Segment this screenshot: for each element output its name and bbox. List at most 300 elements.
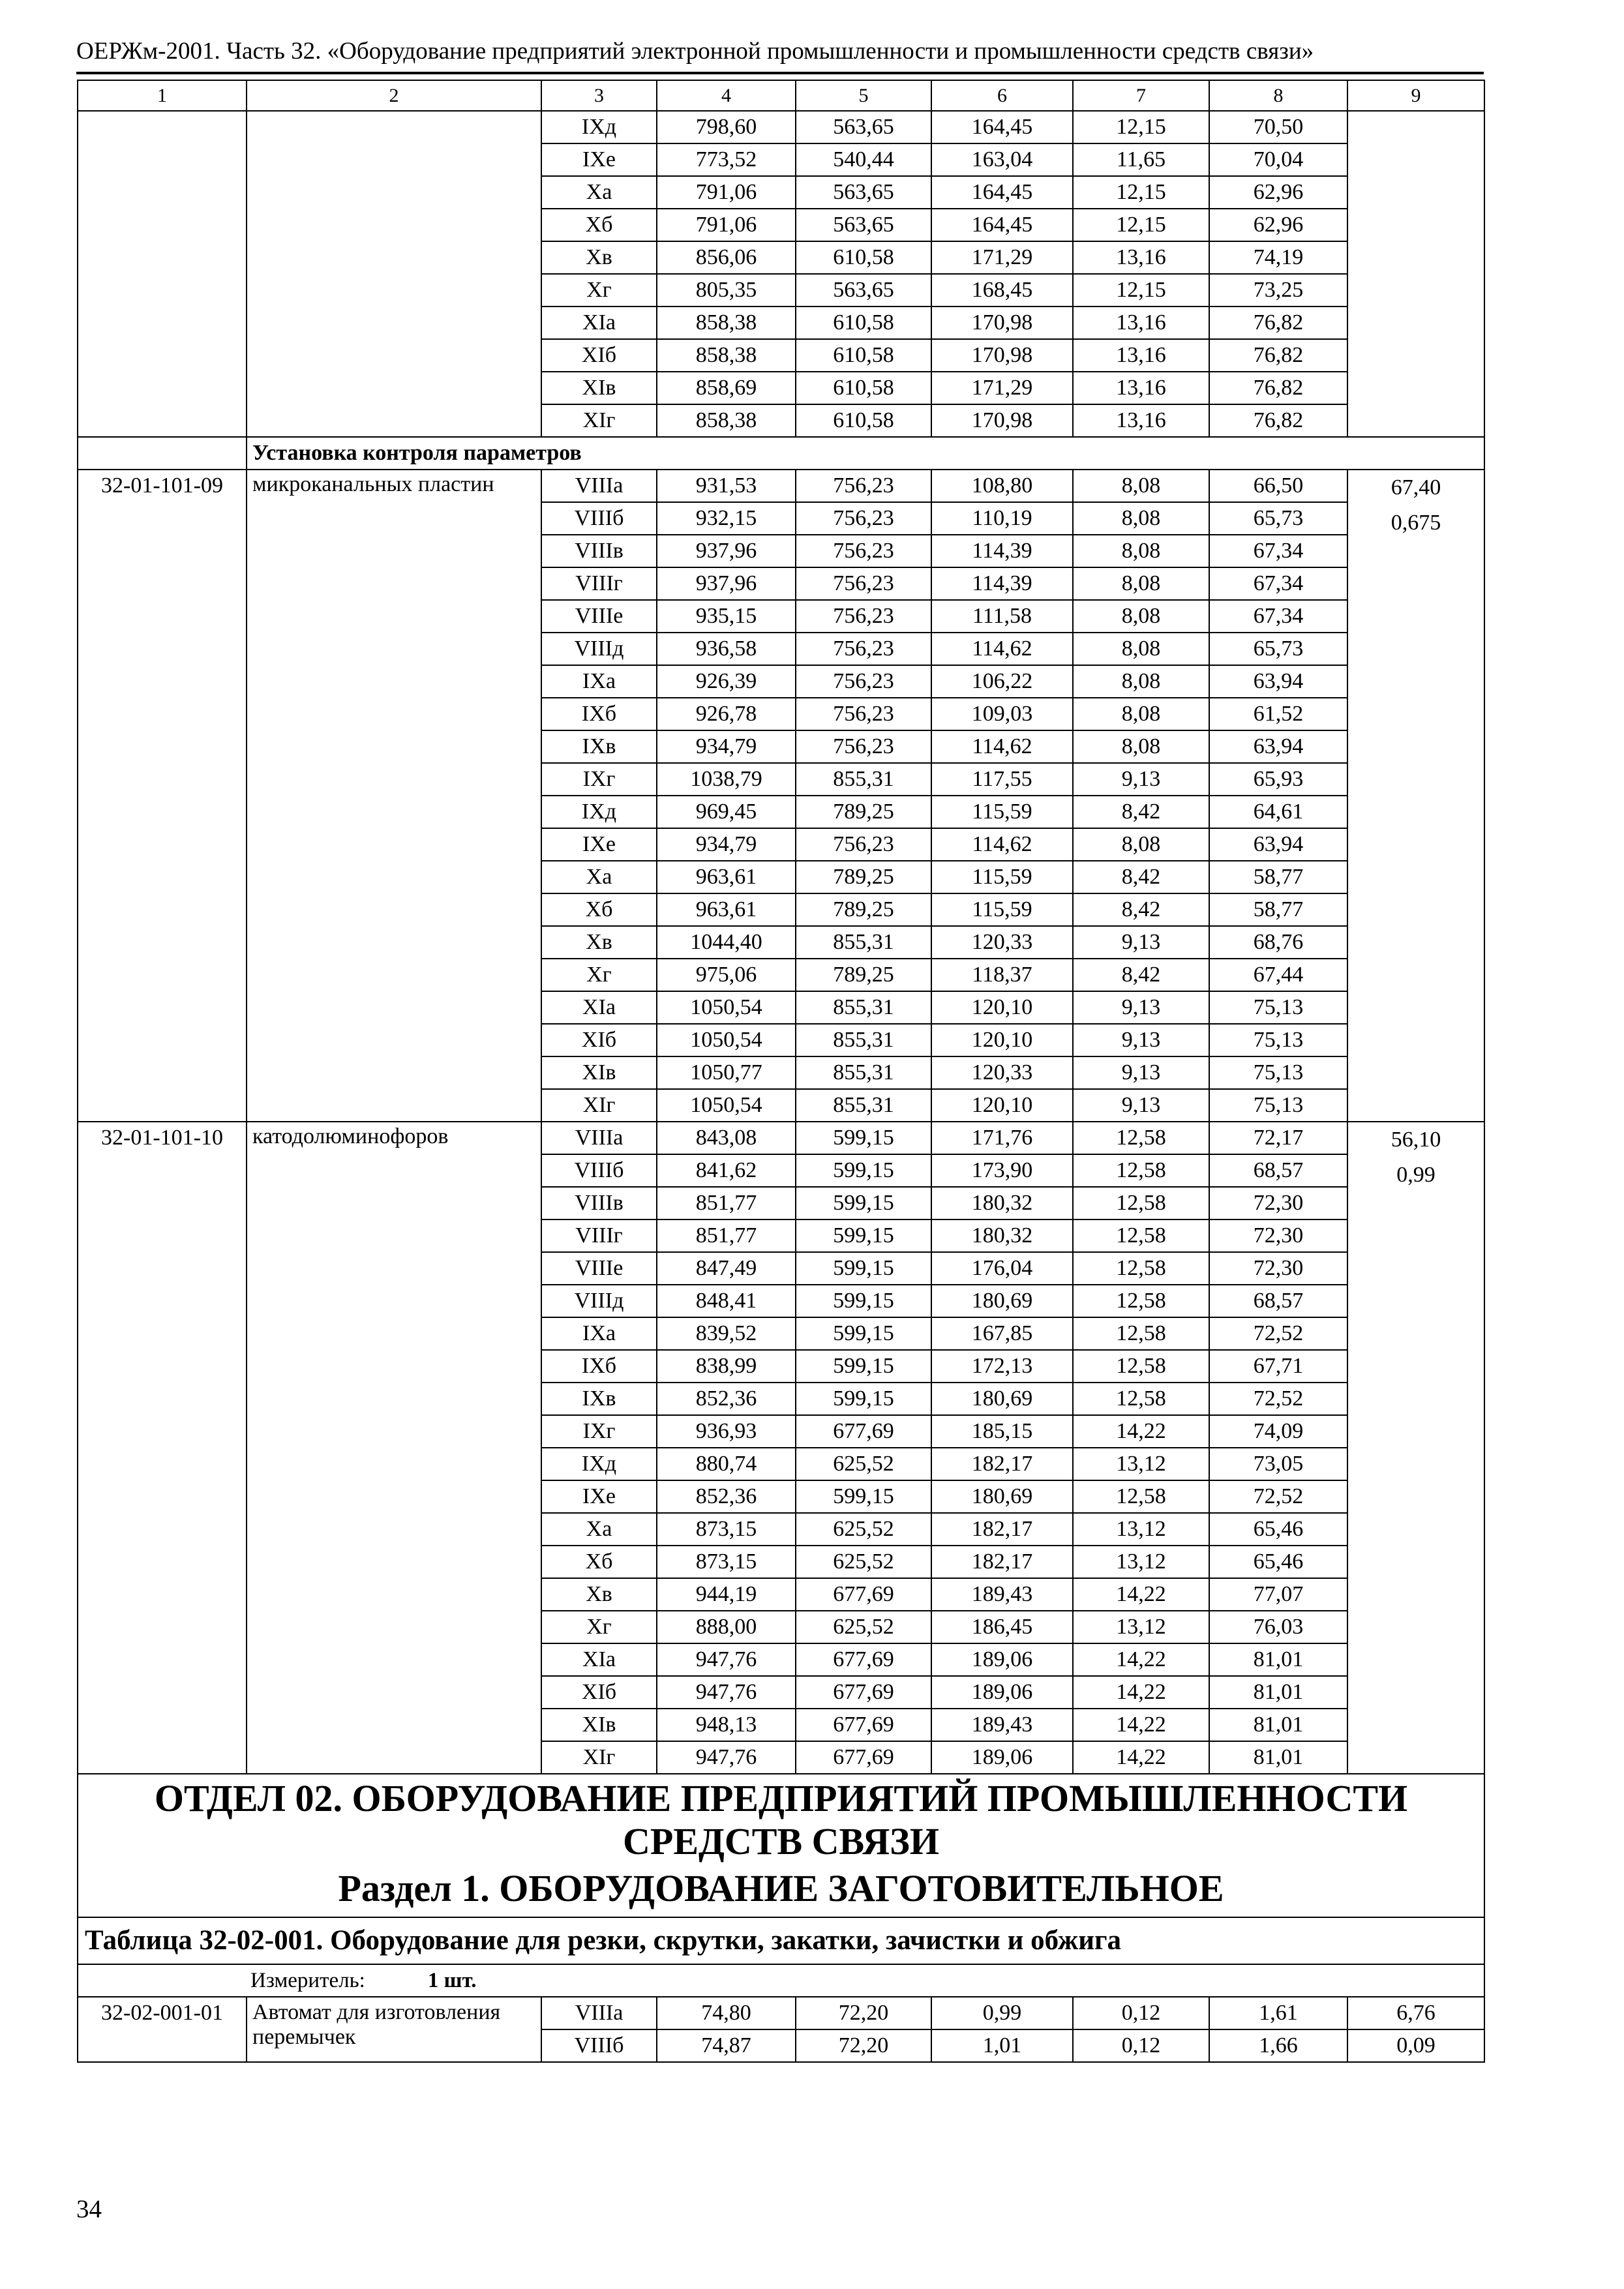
value-cell: IXе [541, 1480, 657, 1513]
value-cell: 13,12 [1073, 1546, 1209, 1578]
name-cell: катодолюминофоров [247, 1122, 541, 1774]
value-cell: 65,46 [1209, 1513, 1347, 1546]
value-cell: 947,76 [657, 1741, 796, 1774]
value-cell: XIв [541, 372, 657, 404]
value-cell: IXд [541, 796, 657, 828]
value-cell: 12,15 [1073, 176, 1209, 209]
value-cell: 12,58 [1073, 1122, 1209, 1154]
value-cell: 8,08 [1073, 633, 1209, 665]
section-title-line: СРЕДСТВ СВЯЗИ [623, 1820, 939, 1863]
value-cell: 168,45 [931, 274, 1073, 307]
value-cell: 72,30 [1209, 1219, 1347, 1252]
name-cell: Автомат для изготовления перемычек [247, 1997, 541, 2062]
value-cell: 74,80 [657, 1997, 796, 2029]
value-cell: Xг [541, 1611, 657, 1643]
table-title-row [78, 1917, 1484, 1964]
value-cell: 75,13 [1209, 1024, 1347, 1056]
value-cell: 756,23 [796, 828, 931, 861]
value-cell: 164,45 [931, 209, 1073, 241]
section-heading-row [78, 1774, 1484, 1917]
value-cell: Xв [541, 926, 657, 959]
value-cell: 173,90 [931, 1154, 1073, 1187]
rates-table [77, 80, 1485, 2063]
column-number: 9 [1347, 80, 1484, 111]
value-cell: XIв [541, 1056, 657, 1089]
value-cell: 76,82 [1209, 307, 1347, 339]
value-cell: 120,10 [931, 1024, 1073, 1056]
value-cell: IXг [541, 1415, 657, 1448]
value-cell: 931,53 [657, 470, 796, 502]
value-cell: 934,79 [657, 730, 796, 763]
value-cell: 0,12 [1073, 1997, 1209, 2029]
value-cell: XIг [541, 1741, 657, 1774]
value-cell: 115,59 [931, 861, 1073, 893]
code-cell: 32-02-001-01 [78, 1997, 247, 2062]
value-cell: 610,58 [796, 372, 931, 404]
value-cell: 12,58 [1073, 1350, 1209, 1383]
value-cell: 68,57 [1209, 1154, 1347, 1187]
value-cell: 182,17 [931, 1448, 1073, 1480]
value-cell: 12,15 [1073, 111, 1209, 143]
subheading-row [78, 437, 1484, 470]
value-cell: 76,03 [1209, 1611, 1347, 1643]
measure-cell [78, 1964, 1484, 1997]
name-cell [247, 111, 541, 437]
value-cell: 171,29 [931, 372, 1073, 404]
value-cell: 798,60 [657, 111, 796, 143]
value-cell: 14,22 [1073, 1709, 1209, 1741]
value-cell: 120,10 [931, 1089, 1073, 1122]
value-cell: 65,46 [1209, 1546, 1347, 1578]
value-cell: XIб [541, 1024, 657, 1056]
table-title: Таблица 32-02-001. Оборудование для резки, скрутки, закатки, зачистки и обжига [78, 1917, 1484, 1964]
col9-value: 0,99 [1396, 1162, 1436, 1187]
value-cell: 109,03 [931, 698, 1073, 730]
value-cell: 67,34 [1209, 535, 1347, 567]
value-cell: 185,15 [931, 1415, 1073, 1448]
value-cell: 114,39 [931, 535, 1073, 567]
value-cell: 858,38 [657, 404, 796, 437]
value-cell: 8,08 [1073, 535, 1209, 567]
value-cell: 677,69 [796, 1676, 931, 1709]
value-cell: 72,20 [796, 2029, 931, 2062]
value-cell: 926,78 [657, 698, 796, 730]
value-cell: VIIIе [541, 600, 657, 633]
value-cell: 8,08 [1073, 730, 1209, 763]
section-heading [78, 1774, 1484, 1917]
value-cell: Xг [541, 959, 657, 991]
value-cell: XIб [541, 339, 657, 372]
value-cell: 856,06 [657, 241, 796, 274]
value-cell: 1038,79 [657, 763, 796, 796]
value-cell: 118,37 [931, 959, 1073, 991]
value-cell: 11,65 [1073, 143, 1209, 176]
value-cell: 13,16 [1073, 372, 1209, 404]
value-cell: 172,13 [931, 1350, 1073, 1383]
value-cell: 72,52 [1209, 1317, 1347, 1350]
value-cell: 563,65 [796, 209, 931, 241]
value-cell: 756,23 [796, 600, 931, 633]
value-cell: 963,61 [657, 893, 796, 926]
value-cell: 72,52 [1209, 1383, 1347, 1415]
value-cell: 12,58 [1073, 1252, 1209, 1285]
value-cell: 75,13 [1209, 1056, 1347, 1089]
value-cell: 164,45 [931, 111, 1073, 143]
value-cell: Xа [541, 176, 657, 209]
column-number: 5 [796, 80, 931, 111]
value-cell: 117,55 [931, 763, 1073, 796]
value-cell: 610,58 [796, 307, 931, 339]
column-number: 7 [1073, 80, 1209, 111]
value-cell: 13,16 [1073, 241, 1209, 274]
value-cell: 186,45 [931, 1611, 1073, 1643]
value-cell: 73,05 [1209, 1448, 1347, 1480]
value-cell: 975,06 [657, 959, 796, 991]
value-cell: 13,16 [1073, 307, 1209, 339]
column-number: 4 [657, 80, 796, 111]
value-cell: 12,58 [1073, 1317, 1209, 1350]
value-cell: 9,13 [1073, 1056, 1209, 1089]
value-cell: IXб [541, 1350, 657, 1383]
running-header: ОЕРЖм-2001. Часть 32. «Оборудование предприятий электронной промышленности и промышленности средств связи» [76, 38, 1314, 65]
value-cell: IXе [541, 143, 657, 176]
value-cell: 789,25 [796, 893, 931, 926]
value-cell: 76,82 [1209, 372, 1347, 404]
value-cell: 67,44 [1209, 959, 1347, 991]
value-cell: VIIIг [541, 567, 657, 600]
value-cell: 677,69 [796, 1643, 931, 1676]
value-cell: 8,08 [1073, 600, 1209, 633]
value-cell: Xа [541, 1513, 657, 1546]
value-cell: XIг [541, 404, 657, 437]
value-cell: 13,16 [1073, 404, 1209, 437]
value-cell: IXв [541, 730, 657, 763]
value-cell: 67,34 [1209, 600, 1347, 633]
value-cell: 610,58 [796, 339, 931, 372]
value-cell: VIIIе [541, 1252, 657, 1285]
value-cell: 599,15 [796, 1350, 931, 1383]
page-number: 34 [76, 2195, 102, 2223]
value-cell: 120,33 [931, 926, 1073, 959]
value-cell: 171,76 [931, 1122, 1073, 1154]
value-cell: 75,13 [1209, 1089, 1347, 1122]
value-cell: 937,96 [657, 567, 796, 600]
value-cell: 12,15 [1073, 274, 1209, 307]
value-cell: 756,23 [796, 535, 931, 567]
col9-cell [1347, 1122, 1484, 1774]
value-cell: 926,39 [657, 665, 796, 698]
value-cell: 841,62 [657, 1154, 796, 1187]
value-cell: VIIIв [541, 535, 657, 567]
value-cell: XIв [541, 1709, 657, 1741]
value-cell: IXе [541, 828, 657, 861]
column-number: 2 [247, 80, 541, 111]
value-cell: 73,25 [1209, 274, 1347, 307]
value-cell: 76,82 [1209, 339, 1347, 372]
value-cell: 1050,54 [657, 1089, 796, 1122]
value-cell: 65,73 [1209, 633, 1347, 665]
value-cell: 848,41 [657, 1285, 796, 1317]
value-cell: Xб [541, 209, 657, 241]
value-cell: 937,96 [657, 535, 796, 567]
value-cell: 969,45 [657, 796, 796, 828]
column-number-row [78, 80, 1484, 111]
value-cell: 610,58 [796, 404, 931, 437]
value-cell: 880,74 [657, 1448, 796, 1480]
value-cell: 67,71 [1209, 1350, 1347, 1383]
value-cell: 8,42 [1073, 796, 1209, 828]
value-cell: Xг [541, 274, 657, 307]
measure-row [78, 1964, 1484, 1997]
value-cell: 756,23 [796, 502, 931, 535]
section-subtitle: Раздел 1. ОБОРУДОВАНИЕ ЗАГОТОВИТЕЛЬНОЕ [338, 1867, 1224, 1909]
value-cell: 58,77 [1209, 861, 1347, 893]
value-cell: 12,58 [1073, 1480, 1209, 1513]
value-cell: 8,08 [1073, 470, 1209, 502]
value-cell: 9,13 [1073, 991, 1209, 1024]
value-cell: 180,69 [931, 1480, 1073, 1513]
value-cell: 855,31 [796, 1089, 931, 1122]
code-cell [78, 111, 247, 437]
value-cell: 1,66 [1209, 2029, 1347, 2062]
value-cell: 81,01 [1209, 1709, 1347, 1741]
value-cell: 13,12 [1073, 1448, 1209, 1480]
value-cell: 599,15 [796, 1383, 931, 1415]
value-cell: 599,15 [796, 1219, 931, 1252]
value-cell: 176,04 [931, 1252, 1073, 1285]
value-cell: 12,58 [1073, 1154, 1209, 1187]
name-cell: микроканальных пластин [247, 470, 541, 1122]
value-cell: 170,98 [931, 339, 1073, 372]
value-cell: 182,17 [931, 1513, 1073, 1546]
value-cell: 12,58 [1073, 1219, 1209, 1252]
value-cell: 947,76 [657, 1676, 796, 1709]
value-cell: 189,06 [931, 1741, 1073, 1774]
value-cell: 843,08 [657, 1122, 796, 1154]
value-cell: 72,20 [796, 1997, 931, 2029]
value-cell: 936,58 [657, 633, 796, 665]
value-cell: Xв [541, 241, 657, 274]
value-cell: 756,23 [796, 633, 931, 665]
col9-value: 67,40 [1391, 475, 1441, 500]
value-cell: 72,17 [1209, 1122, 1347, 1154]
value-cell: 540,44 [796, 143, 931, 176]
value-cell: 791,06 [657, 176, 796, 209]
value-cell: 114,39 [931, 567, 1073, 600]
value-cell: IXд [541, 1448, 657, 1480]
value-cell: 76,82 [1209, 404, 1347, 437]
value-cell: 67,34 [1209, 567, 1347, 600]
value-cell: 164,45 [931, 176, 1073, 209]
subheading: Установка контроля параметров [247, 437, 1484, 470]
value-cell: 170,98 [931, 404, 1073, 437]
value-cell: 855,31 [796, 763, 931, 796]
table-row [78, 111, 1484, 143]
value-cell: 873,15 [657, 1546, 796, 1578]
value-cell: 935,15 [657, 600, 796, 633]
value-cell: 14,22 [1073, 1676, 1209, 1709]
value-cell: 852,36 [657, 1480, 796, 1513]
value-cell: 563,65 [796, 111, 931, 143]
value-cell: 8,08 [1073, 567, 1209, 600]
value-cell: 855,31 [796, 991, 931, 1024]
value-cell: 68,76 [1209, 926, 1347, 959]
value-cell: VIIIд [541, 633, 657, 665]
value-cell: 858,38 [657, 307, 796, 339]
value-cell: VIIIб [541, 2029, 657, 2062]
value-cell: 791,06 [657, 209, 796, 241]
value-cell: 677,69 [796, 1741, 931, 1774]
column-number: 6 [931, 80, 1073, 111]
value-cell: 180,69 [931, 1383, 1073, 1415]
value-cell: 77,07 [1209, 1578, 1347, 1611]
value-cell: Xб [541, 893, 657, 926]
code-cell: 32-01-101-09 [78, 470, 247, 1122]
value-cell: 68,57 [1209, 1285, 1347, 1317]
value-cell: 625,52 [796, 1448, 931, 1480]
value-cell: Xв [541, 1578, 657, 1611]
value-cell: VIIIа [541, 1997, 657, 2029]
value-cell: 932,15 [657, 502, 796, 535]
value-cell: 855,31 [796, 1056, 931, 1089]
value-cell: 75,13 [1209, 991, 1347, 1024]
value-cell: IXа [541, 1317, 657, 1350]
value-cell: 599,15 [796, 1285, 931, 1317]
code-cell: 32-01-101-10 [78, 1122, 247, 1774]
value-cell: 12,58 [1073, 1383, 1209, 1415]
code-cell [78, 437, 247, 470]
value-cell: 1050,54 [657, 991, 796, 1024]
table-row [78, 1122, 1484, 1154]
value-cell: 625,52 [796, 1611, 931, 1643]
value-cell: 180,32 [931, 1187, 1073, 1219]
value-cell: 789,25 [796, 796, 931, 828]
value-cell: 599,15 [796, 1154, 931, 1187]
value-cell: 1050,77 [657, 1056, 796, 1089]
value-cell: 12,58 [1073, 1187, 1209, 1219]
value-cell: 110,19 [931, 502, 1073, 535]
value-cell: 944,19 [657, 1578, 796, 1611]
value-cell: VIIIб [541, 1154, 657, 1187]
value-cell: 677,69 [796, 1709, 931, 1741]
value-cell: 63,94 [1209, 828, 1347, 861]
value-cell: 12,15 [1073, 209, 1209, 241]
value-cell: 115,59 [931, 893, 1073, 926]
value-cell: 1044,40 [657, 926, 796, 959]
value-cell: 8,08 [1073, 665, 1209, 698]
value-cell: 12,58 [1073, 1285, 1209, 1317]
column-number: 1 [78, 80, 247, 111]
value-cell: 948,13 [657, 1709, 796, 1741]
value-cell: 115,59 [931, 796, 1073, 828]
value-cell: IXв [541, 1383, 657, 1415]
value-cell: 61,52 [1209, 698, 1347, 730]
value-cell: 14,22 [1073, 1741, 1209, 1774]
value-cell: 62,96 [1209, 176, 1347, 209]
value-cell: 1,61 [1209, 1997, 1347, 2029]
value-cell: 64,61 [1209, 796, 1347, 828]
value-cell: 625,52 [796, 1513, 931, 1546]
value-cell: 599,15 [796, 1317, 931, 1350]
value-cell: 114,62 [931, 633, 1073, 665]
value-cell: 170,98 [931, 307, 1073, 339]
value-cell: 62,96 [1209, 209, 1347, 241]
table-row [78, 1997, 1484, 2029]
value-cell: 14,22 [1073, 1643, 1209, 1676]
value-cell: 855,31 [796, 926, 931, 959]
value-cell: 13,12 [1073, 1611, 1209, 1643]
value-cell: 599,15 [796, 1187, 931, 1219]
value-cell: 180,69 [931, 1285, 1073, 1317]
value-cell: XIб [541, 1676, 657, 1709]
value-cell: 934,79 [657, 828, 796, 861]
value-cell: 0,09 [1347, 2029, 1484, 2062]
value-cell: 677,69 [796, 1415, 931, 1448]
value-cell: 70,50 [1209, 111, 1347, 143]
value-cell: 14,22 [1073, 1415, 1209, 1448]
value-cell: 610,58 [796, 241, 931, 274]
value-cell: 855,31 [796, 1024, 931, 1056]
value-cell: Xб [541, 1546, 657, 1578]
value-cell: 839,52 [657, 1317, 796, 1350]
value-cell: 677,69 [796, 1578, 931, 1611]
value-cell: 13,16 [1073, 339, 1209, 372]
value-cell: 14,22 [1073, 1578, 1209, 1611]
value-cell: 8,42 [1073, 861, 1209, 893]
section-title-line: ОТДЕЛ 02. ОБОРУДОВАНИЕ ПРЕДПРИЯТИЙ ПРОМЫШЛЕННОСТИ [154, 1777, 1408, 1819]
value-cell: 8,08 [1073, 828, 1209, 861]
value-cell: 13,12 [1073, 1513, 1209, 1546]
column-number: 8 [1209, 80, 1347, 111]
value-cell: IXг [541, 763, 657, 796]
value-cell: 563,65 [796, 176, 931, 209]
value-cell: 8,08 [1073, 698, 1209, 730]
value-cell: 838,99 [657, 1350, 796, 1383]
col9-value: 0,675 [1391, 510, 1441, 535]
value-cell: 189,06 [931, 1676, 1073, 1709]
value-cell: 851,77 [657, 1219, 796, 1252]
value-cell: 563,65 [796, 274, 931, 307]
value-cell: 189,06 [931, 1643, 1073, 1676]
value-cell: 114,62 [931, 828, 1073, 861]
col9-cell [1347, 111, 1484, 437]
value-cell: 189,43 [931, 1709, 1073, 1741]
value-cell: 70,04 [1209, 143, 1347, 176]
value-cell: 789,25 [796, 959, 931, 991]
value-cell: 599,15 [796, 1480, 931, 1513]
measure-label: Измеритель: [250, 1969, 365, 1992]
value-cell: 888,00 [657, 1611, 796, 1643]
value-cell: 189,43 [931, 1578, 1073, 1611]
value-cell: 74,19 [1209, 241, 1347, 274]
value-cell: 847,49 [657, 1252, 796, 1285]
value-cell: 81,01 [1209, 1643, 1347, 1676]
value-cell: 8,42 [1073, 959, 1209, 991]
value-cell: 9,13 [1073, 763, 1209, 796]
value-cell: VIIIб [541, 502, 657, 535]
value-cell: 66,50 [1209, 470, 1347, 502]
value-cell: 171,29 [931, 241, 1073, 274]
value-cell: 74,87 [657, 2029, 796, 2062]
value-cell: 858,69 [657, 372, 796, 404]
value-cell: 599,15 [796, 1122, 931, 1154]
value-cell: 65,73 [1209, 502, 1347, 535]
value-cell: 58,77 [1209, 893, 1347, 926]
value-cell: XIг [541, 1089, 657, 1122]
value-cell: 106,22 [931, 665, 1073, 698]
value-cell: 852,36 [657, 1383, 796, 1415]
column-number: 3 [541, 80, 657, 111]
